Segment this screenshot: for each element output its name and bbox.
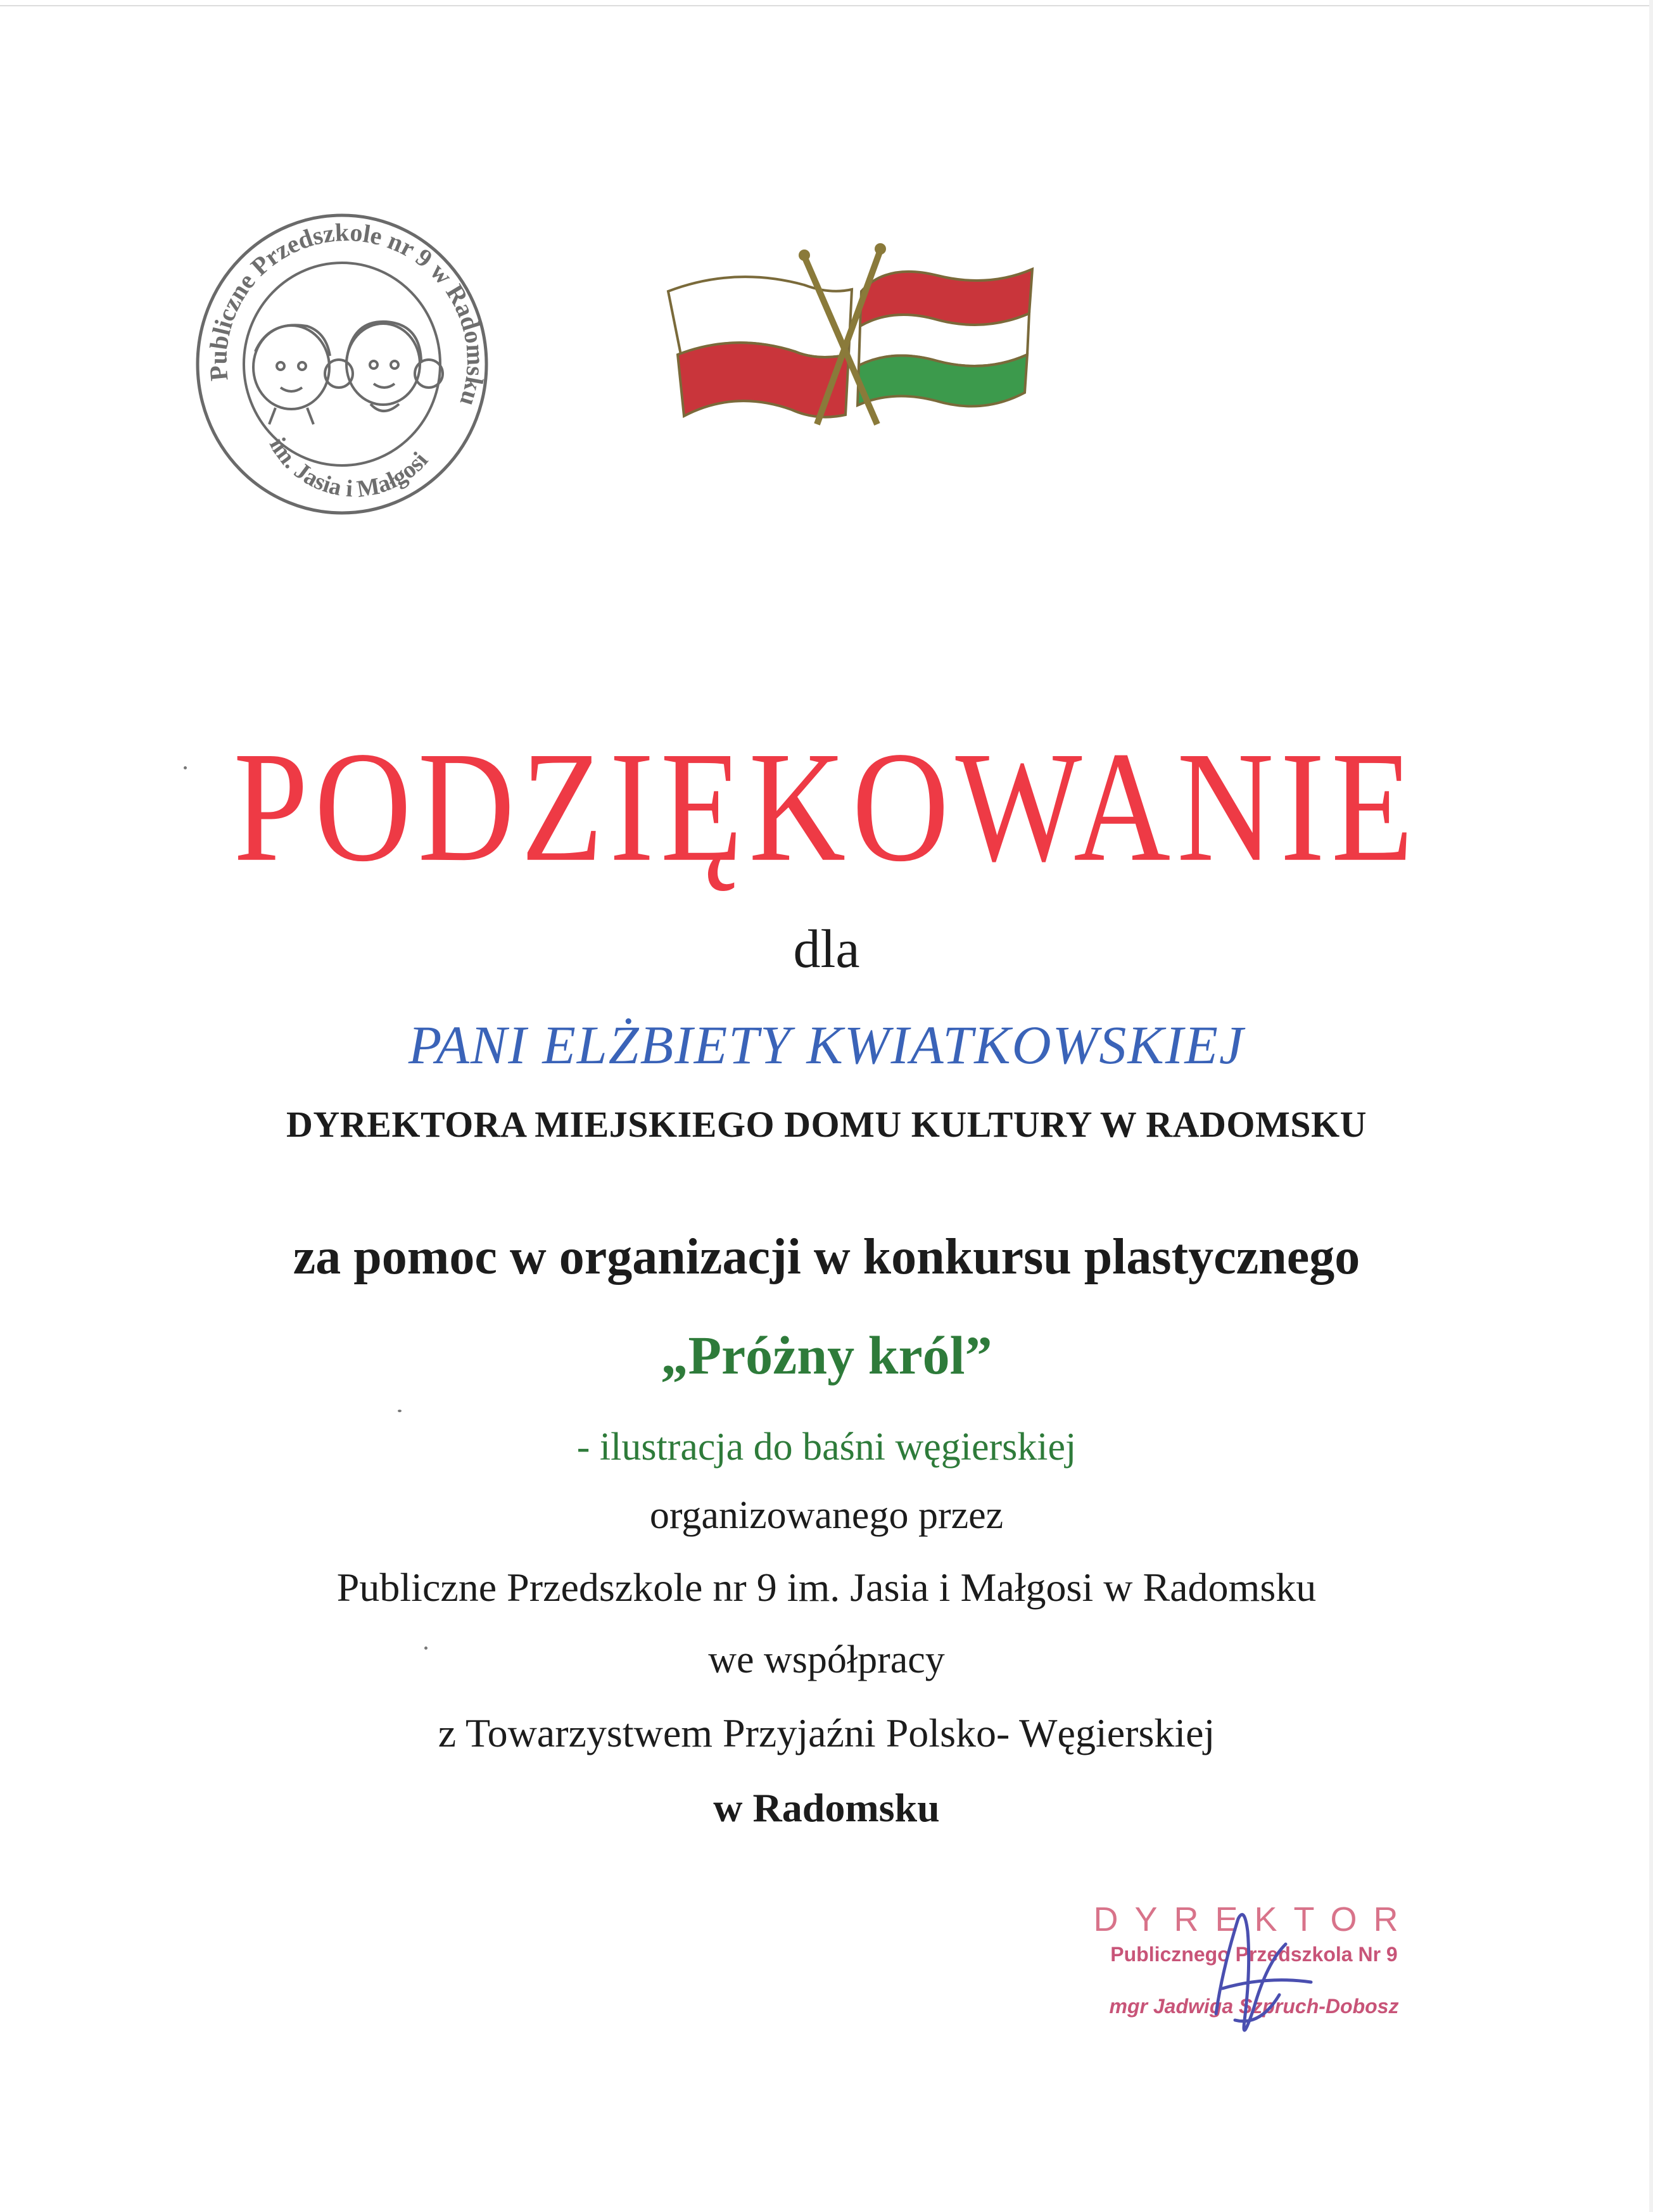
partner-city: w Radomsku [713,1785,940,1830]
director-stamp-school: Publicznego Przedszkola Nr 9 [1110,1943,1398,1966]
handwritten-signature [1178,1893,1324,2052]
reason-text: za pomoc w organizacji w konkursu plastycznego [293,1229,1360,1285]
scan-speck [398,1410,402,1412]
partner-name: z Towarzystwem Przyjaźni Polsko- Węgierskiej [438,1710,1215,1755]
contest-title: „Próżny król” [661,1325,992,1386]
recipient-name: PANI ELŻBIETY KWIATKOWSKIEJ [408,1014,1245,1075]
scan-edge [0,5,1653,6]
svg-text:Publiczne Przedszkole nr 9 w R: Publiczne Przedszkole nr 9 w Radomsku [203,217,491,410]
svg-text:im. Jasia i Małgosi: im. Jasia i Małgosi [263,433,434,503]
document-title: PODZIĘKOWANIE [233,718,1420,895]
poland-hungary-flags-icon [659,231,1039,427]
director-stamp-name: mgr Jadwiga Szpruch-Dobosz [1109,1995,1399,2018]
school-seal-stamp [180,190,497,519]
director-stamp-title: DYREKTOR [1093,1900,1415,1938]
recipient-position: DYREKTORA MIEJSKIEGO DOMU KULTURY W RADOMSKU [286,1104,1367,1145]
organized-by-label: organizowanego przez [649,1494,1004,1537]
girl-face-icon [325,322,443,411]
cooperation-label: we współpracy [708,1638,945,1681]
contest-subtitle: - ilustracja do baśni węgierskiej [576,1425,1077,1469]
boy-face-icon [253,325,330,424]
dla-label: dla [793,918,860,979]
organizer-name: Publiczne Przedszkole nr 9 im. Jasia i Małgosi w Radomsku [336,1565,1317,1610]
